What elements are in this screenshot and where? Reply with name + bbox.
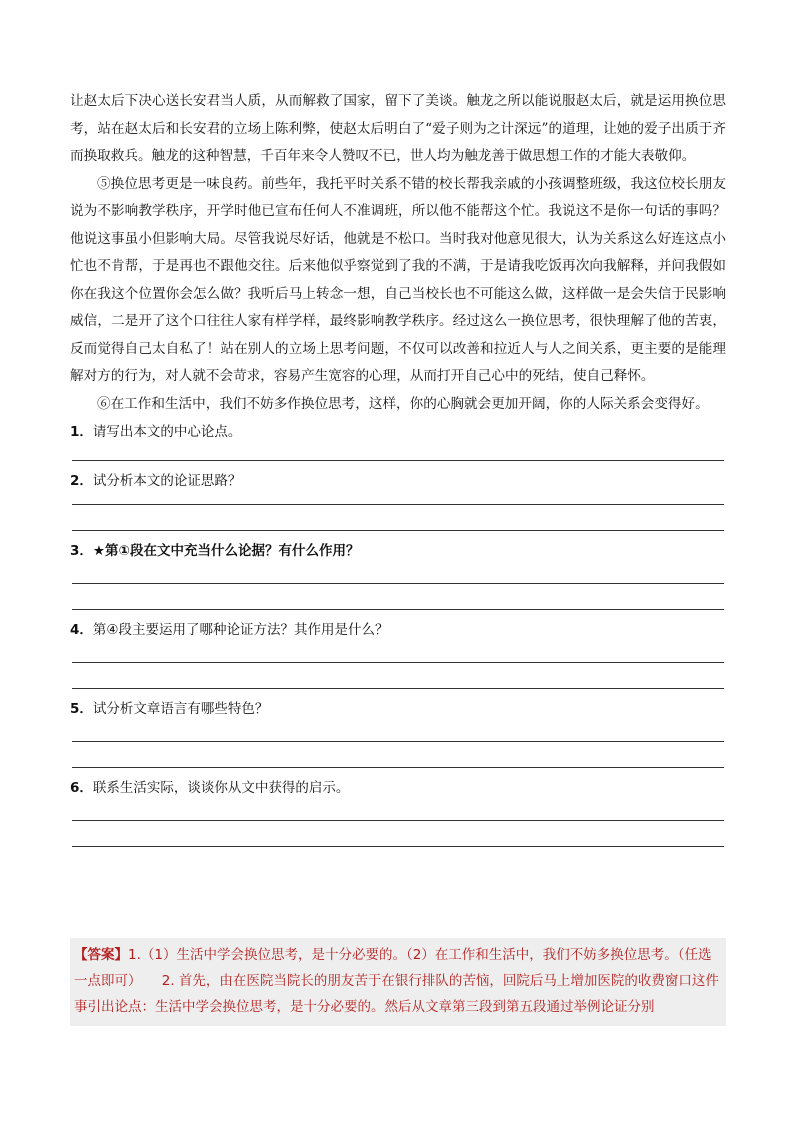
document-page xyxy=(70,88,726,847)
question-number: 4． xyxy=(70,622,93,638)
answer-line[interactable] xyxy=(72,609,724,610)
question-5 xyxy=(70,699,726,768)
question-number: 5． xyxy=(70,701,93,717)
passage-paragraph-5: ⑤换位思考更是一味良药。前些年，我托平时关系不错的校长帮我亲戚的小孩调整班级，我这位校长朋友说为不影响教学秩序，开学时他已宣布任何人不准调班，所以他不能帮这个忙。我说这不是你一句话的事吗？他说这事虽小但影响大局。尽管我说尽好话，他就是不松口。当时我对他意见很大，认为关系这么好连这点小忙也不肯帮，于是再也不跟他交往。后来他似乎察觉到了我的不满，于是请我吃饭再次向我解释，并问我假如你在我这个位置你会怎么做？我听后马上转念一想，自己当校长也不可能这么做，这样做一是会失信于民影响威信，二是开了这个口往往人家有样学样，最终影响教学秩序。经过这么一换位思考，很快理解了他的苦衷，反而觉得自己太自私了！站在别人的立场上思考问题，不仅可以改善和拉近人与人之间关系，更主要的是能理解对方的行为，对人就不会苛求，容易产生宽容的心理，从而打开自己心中的死结，使自己释怀。 xyxy=(70,175,726,384)
question-number: 2． xyxy=(70,473,93,489)
question-1 xyxy=(70,422,726,461)
answer-line[interactable] xyxy=(72,530,724,531)
answer-tag: 【答案】 xyxy=(74,947,128,963)
question-4 xyxy=(70,620,726,689)
question-number: 3． xyxy=(70,543,93,559)
answer-box xyxy=(70,938,726,1026)
question-text: 第④段主要运用了哪种论证方法？其作用是什么？ xyxy=(92,622,389,638)
question-text: 试分析本文的论证思路？ xyxy=(92,473,242,489)
answer-text: 1.（1）生活中学会换位思考，是十分必要的。（2）在工作和生活中，我们不妨多换位思考。（任选一点即可） 2. 首先，由在医院当院长的朋友苦于在银行排队的苦恼，回院后马上增加医院的收费窗口这件事引出论点：生活中学会换位思考，是十分必要的。然后从文章第三段到第五段通过举例论证分别 xyxy=(74,947,719,1015)
question-6 xyxy=(70,778,726,847)
passage-paragraph-6: ⑥在工作和生活中，我们不妨多作换位思考，这样，你的心胸就会更加开阔，你的人际关系会变得好。 xyxy=(97,395,709,412)
passage-paragraph-continued: 让赵太后下决心送长安君当人质，从而解救了国家，留下了美谈。触龙之所以能说服赵太后，就是运用换位思考，站在赵太后和长安君的立场上陈利弊，使赵太后明白了“爱子则为之计深远”的道理，让她的爱子出质于齐而换取救兵。触龙的这种智慧，千百年来令人赞叹不已，世人均为触龙善于做思想工作的才能大表敬仰。 xyxy=(70,93,726,164)
question-number: 6． xyxy=(70,780,93,796)
answer-line[interactable] xyxy=(72,688,724,689)
question-2 xyxy=(70,471,726,531)
question-number: 1． xyxy=(70,424,93,440)
answer-line[interactable] xyxy=(72,767,724,768)
answer-line[interactable] xyxy=(72,460,724,461)
question-text: 请写出本文的中心论点。 xyxy=(92,424,242,440)
question-text: ★第①段在文中充当什么论据？有什么作用？ xyxy=(92,543,360,559)
question-text: 试分析文章语言有哪些特色？ xyxy=(92,701,269,717)
question-text: 联系生活实际，谈谈你从文中获得的启示。 xyxy=(92,780,350,796)
answer-line[interactable] xyxy=(72,846,724,847)
question-3 xyxy=(70,541,726,610)
